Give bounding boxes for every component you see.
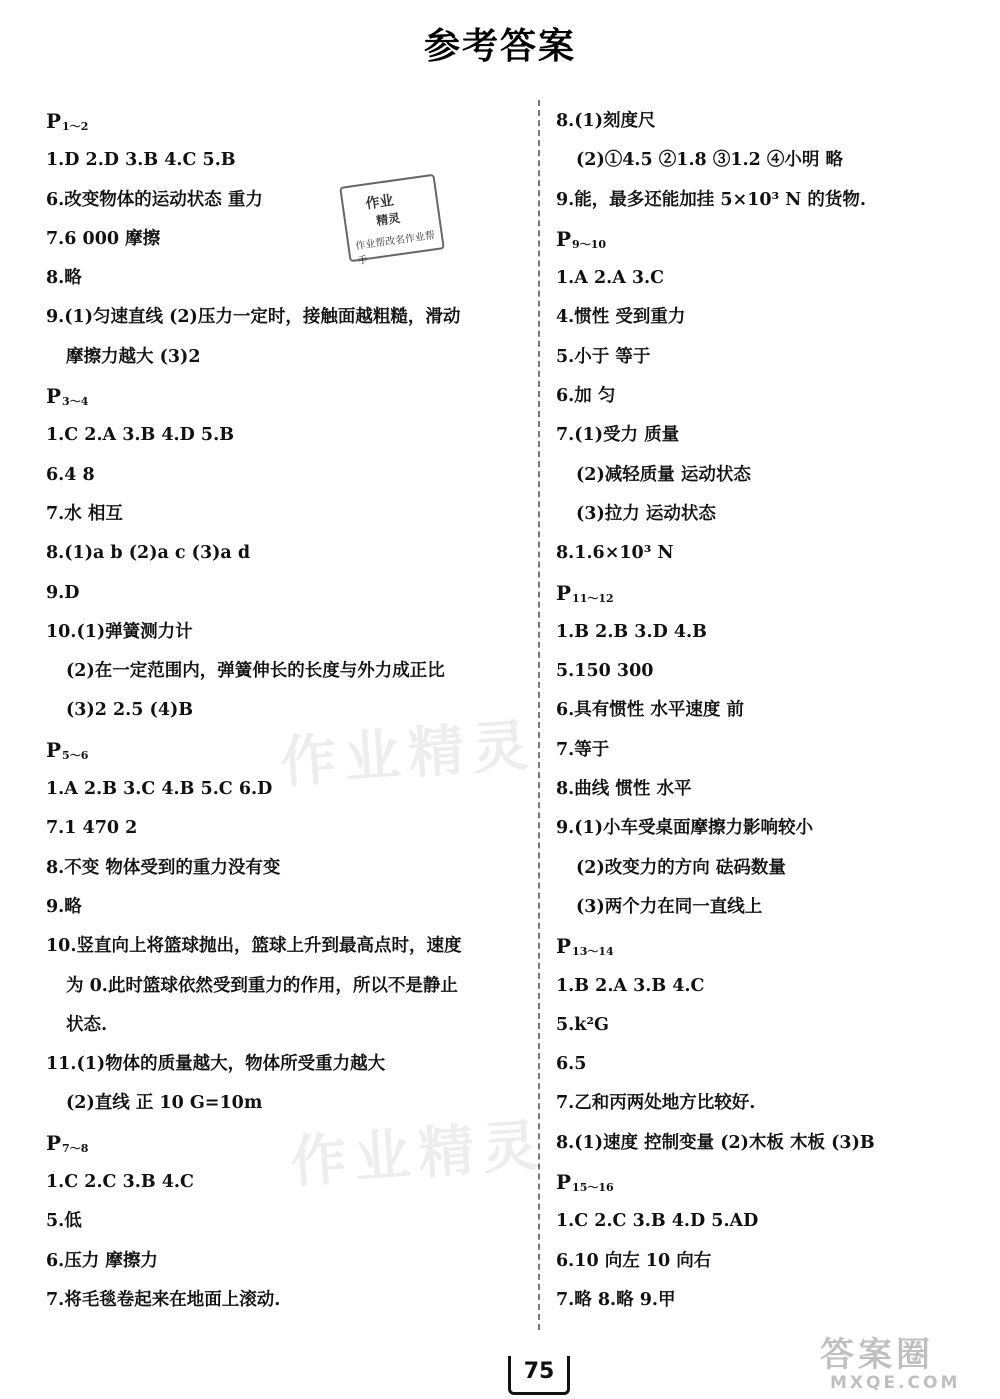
section-page-range: 1～2: [62, 120, 89, 133]
answer-line: 8.(1)a b (2)a c (3)a d: [46, 543, 251, 564]
answer-line: 5.k²G: [556, 1014, 610, 1035]
section-heading: [556, 1163, 986, 1202]
answer-line: 7.等于: [556, 739, 610, 760]
section-letter: P: [46, 109, 62, 133]
section-page-range: 9～10: [572, 237, 607, 251]
answer-line: 6.改变物体的运动状态 重力: [46, 189, 263, 210]
section-letter: P: [556, 226, 572, 251]
answer-line: 8.(1)速度 控制变量 (2)木板 木板 (3)B: [556, 1132, 875, 1153]
answer-line-continued: 状态.: [66, 1014, 108, 1035]
answer-line: 6.压力 摩擦力: [46, 1250, 158, 1271]
stamp-line-1: 作业: [364, 192, 395, 213]
answer-line: 1.B 2.B 3.D 4.B: [556, 621, 707, 642]
section-page-range: 3～4: [62, 395, 89, 409]
section-heading: [46, 377, 526, 416]
stamp-line-2: 精灵: [375, 210, 402, 229]
answer-line: 1.A 2.B 3.C 4.B 5.C 6.D: [46, 779, 273, 800]
section-page-range: 11～12: [572, 591, 614, 605]
answer-line: 7.(1)受力 质量: [556, 425, 680, 446]
answer-line-continued: (2)①4.5 ②1.8 ③1.2 ④小明 略: [576, 150, 843, 171]
section-letter: P: [556, 580, 572, 605]
answer-line: 5.150 300: [556, 661, 654, 682]
answer-line-continued: (3)2 2.5 (4)B: [66, 700, 194, 721]
right-column: [556, 102, 986, 1320]
answer-line-continued: 摩擦力越大 (3)2: [66, 346, 201, 367]
answer-line: 5.低: [46, 1211, 82, 1232]
section-page-range: 13～14: [572, 945, 614, 959]
answer-line: 6.4 8: [46, 464, 95, 485]
answer-line: 7.将毛毯卷起来在地面上滚动.: [46, 1289, 281, 1310]
answer-line: 9.(1)匀速直线 (2)压力一定时，接触面越粗糙，滑动: [46, 307, 461, 328]
answer-line: 6.5: [556, 1054, 587, 1075]
section-letter: P: [556, 1170, 572, 1195]
answer-line: 8.曲线 惯性 水平: [556, 779, 692, 800]
answer-line-continued: (2)改变力的方向 砝码数量: [576, 857, 786, 878]
answer-line: 1.B 2.A 3.B 4.C: [556, 975, 705, 996]
page-title: 参考答案: [423, 26, 576, 67]
answer-line: 9.(1)小车受桌面摩擦力影响较小: [556, 818, 814, 839]
answer-line: 6.具有惯性 水平速度 前: [556, 700, 744, 721]
answer-line-continued: (3)两个力在同一直线上: [576, 896, 763, 917]
answer-line: 8.略: [46, 268, 82, 289]
site-logo: [820, 1336, 990, 1396]
logo-domain: MXQE.COM: [830, 1373, 961, 1393]
section-letter: P: [46, 384, 62, 409]
section-page-range: 7～8: [62, 1141, 89, 1155]
answer-line: 9.能，最多还能加挂 5×10³ N 的货物.: [556, 189, 866, 210]
answer-line: 7.6 000 摩擦: [46, 228, 161, 249]
section-letter: P: [46, 1130, 62, 1155]
answer-line: 4.惯性 受到重力: [556, 307, 686, 328]
section-heading: [556, 220, 986, 259]
answer-line: 5.小于 等于: [556, 346, 651, 367]
stamp-line-3: 作业帮改名作业帮手: [354, 230, 436, 268]
answer-line: 1.C 2.C 3.B 4.C: [46, 1172, 194, 1193]
section-heading: [556, 574, 986, 613]
answer-line: 7.1 470 2: [46, 818, 138, 839]
section-heading: [556, 927, 986, 966]
answer-line-continued: 为 0.此时篮球依然受到重力的作用，所以不是静止: [66, 975, 458, 996]
answer-line: 8.1.6×10³ N: [556, 543, 674, 564]
answer-line: 1.A 2.A 3.C: [556, 268, 665, 289]
answer-line-continued: (2)减轻质量 运动状态: [576, 464, 751, 485]
section-letter: P: [556, 934, 572, 959]
answer-line: 10.(1)弹簧测力计: [46, 621, 193, 642]
answer-line: 8.(1)刻度尺: [556, 111, 656, 131]
answer-line: 6.加 匀: [556, 386, 616, 407]
answer-line: 11.(1)物体的质量越大，物体所受重力越大: [46, 1054, 386, 1075]
section-heading: [46, 102, 526, 141]
answer-line: 7.略 8.略 9.甲: [556, 1289, 676, 1310]
answer-line: 1.D 2.D 3.B 4.C 5.B: [46, 150, 236, 171]
section-letter: P: [46, 737, 62, 762]
answer-line: 7.水 相互: [46, 503, 123, 524]
answer-line: 1.C 2.A 3.B 4.D 5.B: [46, 425, 234, 446]
answer-line: 9.D: [46, 582, 80, 603]
answer-line: 6.10 向左 10 向右: [556, 1250, 712, 1271]
answer-line: 10.竖直向上将篮球抛出，篮球上升到最高点时，速度: [46, 936, 462, 957]
answer-line-continued: (2)直线 正 10 G=10m: [66, 1093, 263, 1114]
answer-line: 8.不变 物体受到的重力没有变: [46, 857, 281, 878]
answer-line: 9.略: [46, 896, 82, 917]
answer-line: 1.C 2.C 3.B 4.D 5.AD: [556, 1211, 759, 1232]
section-page-range: 15～16: [572, 1181, 614, 1195]
section-page-range: 5～6: [62, 748, 89, 762]
watermark: 作业精灵: [278, 713, 539, 796]
logo-text: 答案圈: [820, 1335, 934, 1375]
answer-line-continued: (2)在一定范围内，弹簧伸长的长度与外力成正比: [66, 661, 445, 682]
page-number: 75: [508, 1356, 570, 1395]
answer-line-continued: (3)拉力 运动状态: [576, 503, 716, 524]
watermark: 作业精灵: [288, 1113, 549, 1196]
stamp-seal: [339, 174, 445, 268]
answer-line: 7.乙和丙两处地方比较好.: [556, 1093, 756, 1114]
